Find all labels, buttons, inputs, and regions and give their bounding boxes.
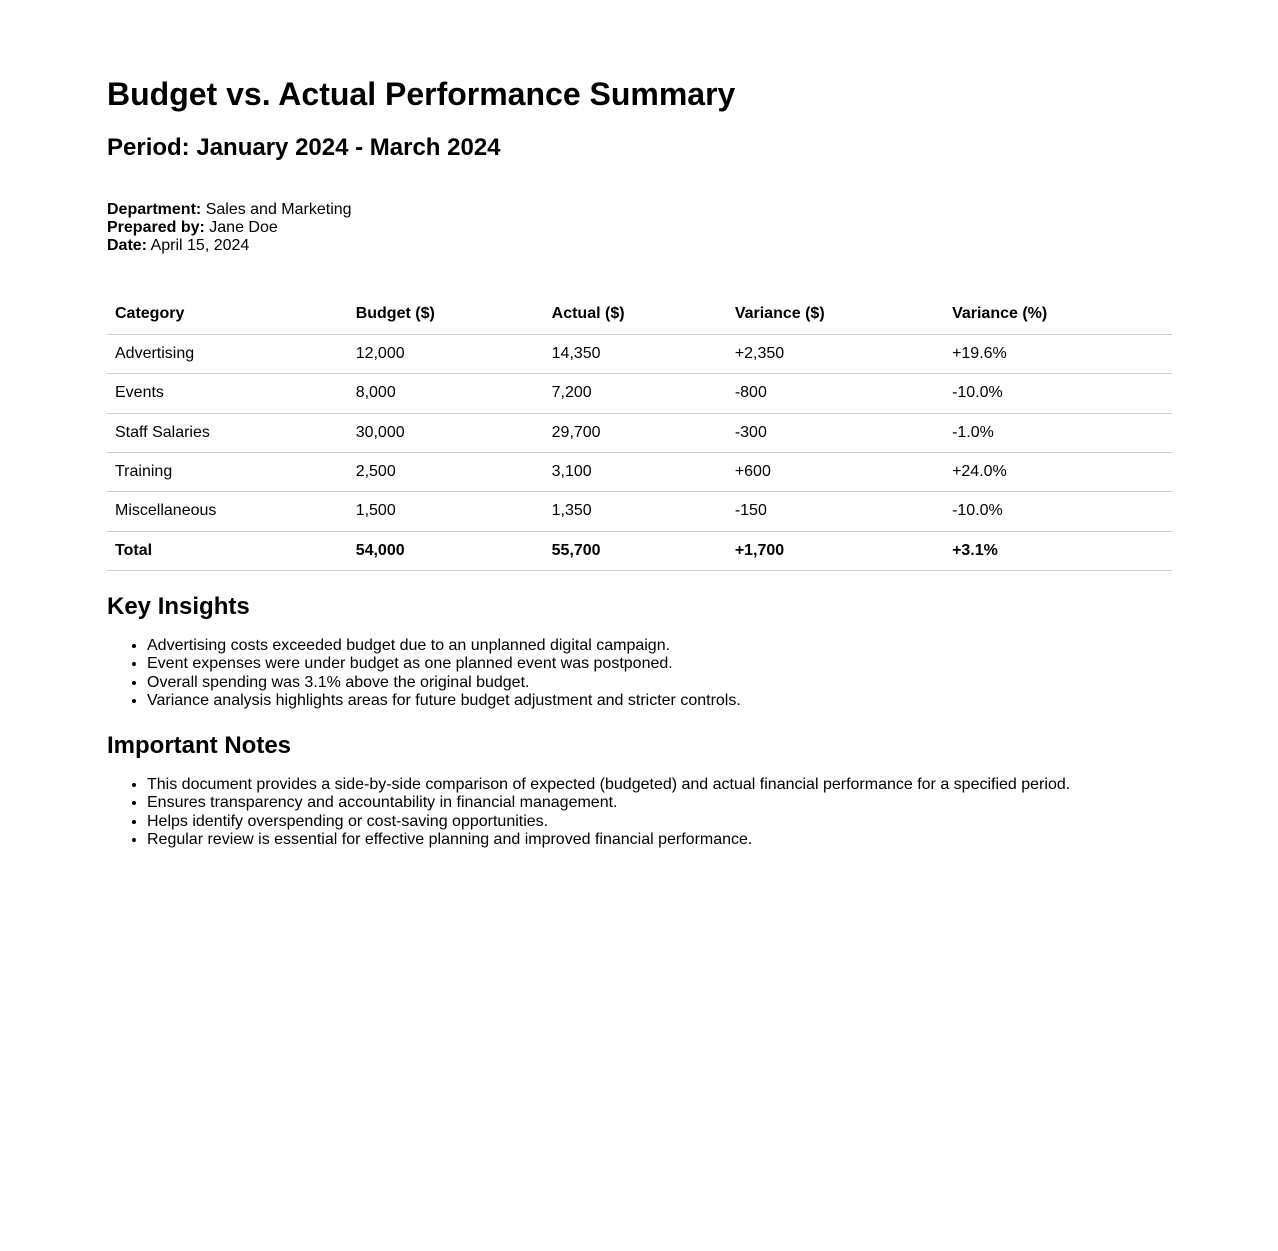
date-label: Date: <box>107 237 148 255</box>
list-item: • Ensures transparency and accountability in financial management. <box>147 794 1172 812</box>
cell-variance-dollars: -300 <box>727 413 944 452</box>
department-label: Department: <box>107 201 202 219</box>
cell-budget: 12,000 <box>348 334 544 373</box>
cell-variance-dollars: -800 <box>727 374 944 413</box>
prepared-by-value: Jane Doe <box>209 219 278 237</box>
table-row <box>107 374 1172 413</box>
important-notes-list <box>107 776 1172 850</box>
col-header-category: Category <box>107 295 348 334</box>
cell-budget: 8,000 <box>348 374 544 413</box>
table-row <box>107 413 1172 452</box>
cell-variance-percent: -1.0% <box>944 413 1172 452</box>
department-value: Sales and Marketing <box>205 201 352 219</box>
cell-total-variance-percent: +3.1% <box>944 531 1172 570</box>
col-header-variance-percent: Variance (%) <box>944 295 1172 334</box>
col-header-budget: Budget ($) <box>348 295 544 334</box>
cell-total-actual: 55,700 <box>544 531 727 570</box>
cell-category: Miscellaneous <box>107 492 348 531</box>
date-value: April 15, 2024 <box>150 237 250 255</box>
list-item: • Advertising costs exceeded budget due to an unplanned digital campaign. <box>147 637 1172 655</box>
cell-variance-dollars: +600 <box>727 452 944 491</box>
cell-category: Training <box>107 452 348 491</box>
cell-actual: 1,350 <box>544 492 727 531</box>
cell-variance-percent: -10.0% <box>944 374 1172 413</box>
cell-variance-percent: -10.0% <box>944 492 1172 531</box>
list-item: • Overall spending was 3.1% above the original budget. <box>147 674 1172 692</box>
table-row <box>107 452 1172 491</box>
important-notes-heading: Important Notes <box>107 732 292 760</box>
cell-budget: 1,500 <box>348 492 544 531</box>
cell-variance-percent: +19.6% <box>944 334 1172 373</box>
key-insights-heading: Key Insights <box>107 593 250 621</box>
list-item: • Variance analysis highlights areas for future budget adjustment and stricter controls. <box>147 692 1172 710</box>
cell-total-label: Total <box>107 531 348 570</box>
cell-total-budget: 54,000 <box>348 531 544 570</box>
table-row <box>107 334 1172 373</box>
table-total-row <box>107 531 1172 570</box>
cell-category: Events <box>107 374 348 413</box>
cell-actual: 14,350 <box>544 334 727 373</box>
cell-variance-percent: +24.0% <box>944 452 1172 491</box>
table-header-row <box>107 295 1172 334</box>
list-item: • Regular review is essential for effective planning and improved financial performance. <box>147 831 1172 849</box>
cell-variance-dollars: +2,350 <box>727 334 944 373</box>
cell-variance-dollars: -150 <box>727 492 944 531</box>
meta-block <box>107 201 1172 255</box>
list-item: • Helps identify overspending or cost-saving opportunities. <box>147 813 1172 831</box>
prepared-by-label: Prepared by: <box>107 219 205 237</box>
budget-vs-actual-table <box>107 295 1172 571</box>
table-row <box>107 492 1172 531</box>
cell-category: Staff Salaries <box>107 413 348 452</box>
cell-total-variance-dollars: +1,700 <box>727 531 944 570</box>
col-header-actual: Actual ($) <box>544 295 727 334</box>
cell-category: Advertising <box>107 334 348 373</box>
page-title: Budget vs. Actual Performance Summary <box>107 76 736 112</box>
cell-actual: 29,700 <box>544 413 727 452</box>
col-header-variance-dollars: Variance ($) <box>727 295 944 334</box>
cell-actual: 7,200 <box>544 374 727 413</box>
list-item: • Event expenses were under budget as one planned event was postponed. <box>147 655 1172 673</box>
list-item: • This document provides a side-by-side comparison of expected (budgeted) and actual financial performance for a specified period. <box>147 776 1172 794</box>
cell-budget: 30,000 <box>348 413 544 452</box>
cell-actual: 3,100 <box>544 452 727 491</box>
period-heading: Period: January 2024 - March 2024 <box>107 133 501 161</box>
cell-budget: 2,500 <box>348 452 544 491</box>
key-insights-list <box>107 637 1172 711</box>
